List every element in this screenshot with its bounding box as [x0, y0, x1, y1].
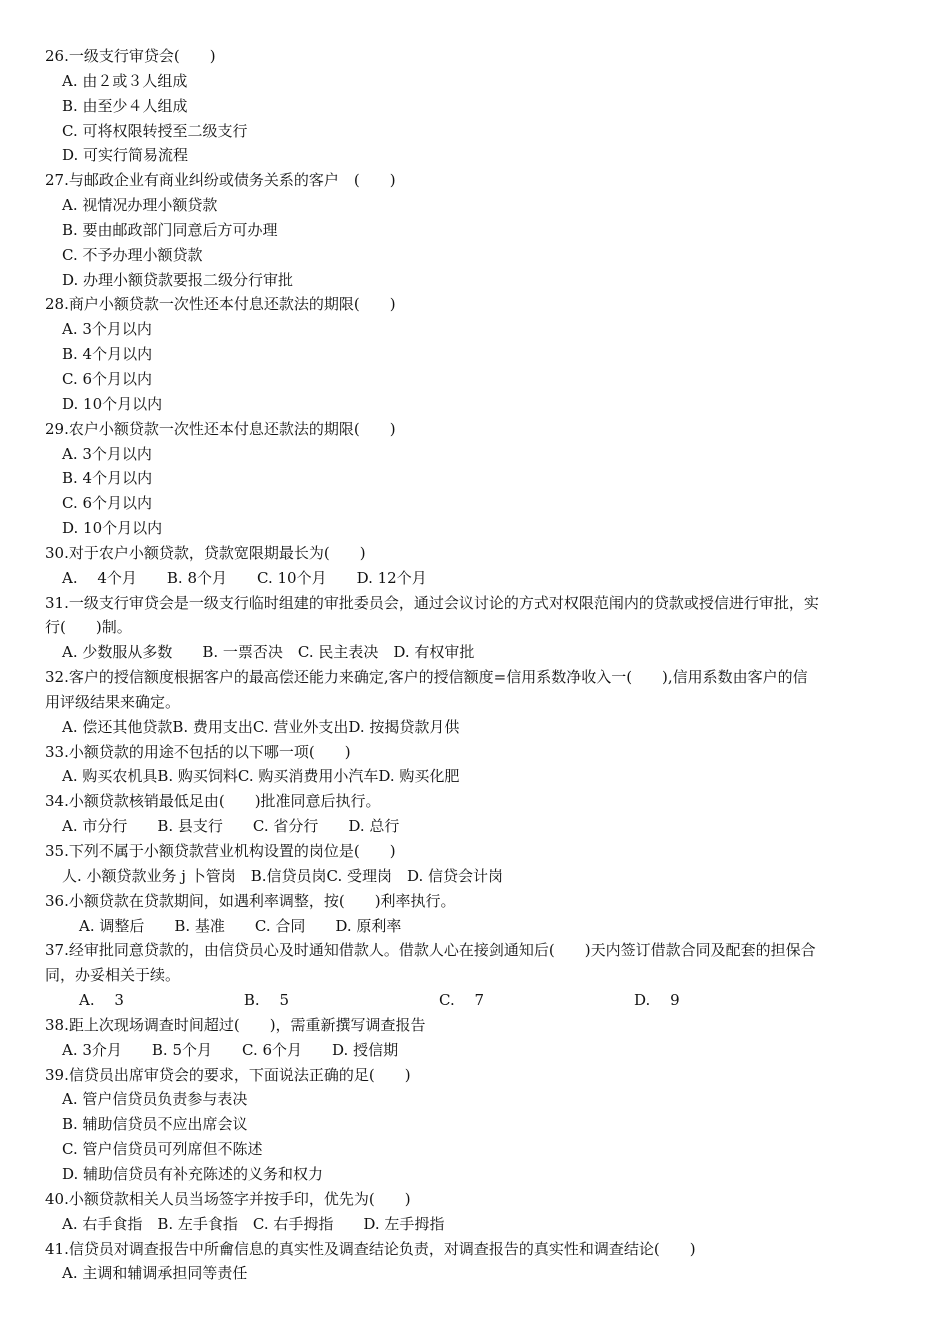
option-line: A. 偿还其他贷款B. 费用支出C. 营业外支出D. 按揭贷款月供 [62, 717, 460, 736]
option-line: A. 主调和辅调承担同等责任 [62, 1264, 248, 1283]
question-line: 37.经审批同意贷款的，由信贷员心及时通知借款人。借款人心在接剑通知后( )天内签订借款合同及配套的担保合 [45, 941, 816, 960]
option-line: A. 4个月 B. 8个月 C. 10个月 D. 12个月 [62, 568, 427, 587]
question-line: 用评级结果来确定。 [45, 692, 181, 711]
option-line: D. 辅助信贷员有补充陈述的义务和权力 [62, 1164, 324, 1183]
question-line: 31.一级支行审贷会是一级支行临时组建的审批委员会，通过会议讨论的方式对权限范闱内的贷款或授信进行审批，实 [45, 593, 819, 612]
option-line: A. 3 B. 5 C. 7 D. 9 [79, 991, 680, 1010]
option-line: B. 4个月以内 [62, 345, 153, 364]
question-line: 40.小额贷款相关人员当场签字并按手印，优先为( ) [45, 1189, 411, 1208]
document-page [0, 44, 950, 1286]
question-line: 39.信贷员出席审贷会的要求，下面说法正确的足( ) [45, 1065, 411, 1084]
option-line: A. 管户信贷员负责参与表决 [62, 1090, 248, 1109]
option-line: A. 3介月 B. 5个月 C. 6个月 D. 授信期 [62, 1040, 399, 1059]
option-line: D. 办理小额贷款要报二级分行审批 [62, 270, 294, 289]
option-line: A. 右手食指 B. 左手食指 C. 右手拇指 D. 左手拇指 [62, 1214, 445, 1233]
question-line: 30.对于农户小额贷款，贷款宽限期最长为( ) [45, 543, 366, 562]
question-line: 同，办妥相关于续。 [45, 966, 181, 985]
question-line: 41.信贷员对调查报告中所龠信息的真实性及调查结论负责，对调查报告的真实性和调查结论( ) [45, 1239, 696, 1258]
option-line: A. 市分行 B. 县支行 C. 省分行 D. 总行 [62, 817, 400, 836]
option-line: C. 6个月以内 [62, 494, 153, 513]
question-line: 26.一级支行审贷会( ) [45, 47, 216, 65]
option-line: 人. 小额贷款业务 j 卜管岗 B.信贷员岗C. 受理岗 D. 信贷会计岗 [62, 866, 504, 885]
question-line: 27.与邮政企业有商业纠纷或债务关系的客户 ( ) [45, 171, 396, 190]
option-line: B. 辅助信贷员不应出席会议 [62, 1115, 248, 1134]
option-line: B. 要由邮政部门同意后方可办理 [62, 220, 278, 239]
question-line: 36.小额贷款在贷款期间，如遇利率调整，按( )利率执行。 [45, 891, 456, 910]
option-line: A. 3个月以内 [62, 320, 152, 339]
option-line: B. 4个月以内 [62, 469, 153, 488]
question-line: 34.小额贷款核销最低足由( )批准同意后执行。 [45, 792, 381, 811]
option-line: D. 10个月以内 [62, 394, 163, 413]
question-line: 33.小额贷款的用途不包括的以下哪一项( ) [45, 742, 351, 761]
option-line: A. 购买农机具B. 购买饲料C. 购买消费用小汽车D. 购买化肥 [62, 767, 460, 786]
option-line: C. 管户信贷员可列席但不陈述 [62, 1140, 263, 1159]
option-line: A. 少数服从多数 B. 一票否决 C. 民主表决 D. 有权审批 [62, 643, 475, 662]
option-line: A. 调整后 B. 基准 C. 合同 D. 原利率 [79, 916, 402, 935]
question-line: 行( )制。 [45, 618, 132, 637]
option-line: D. 10个月以内 [62, 519, 163, 538]
option-line: A. 视情况办理小额贷款 [62, 196, 218, 215]
option-line: C. 可将权限转授至二级支行 [62, 121, 248, 140]
option-line: C. 6个月以内 [62, 369, 153, 388]
option-line: D. 可实行简易流程 [62, 146, 189, 165]
option-line: A. 3个月以内 [62, 444, 152, 463]
question-line: 38.距上次现场调查时间超过( )，需重新撰写调查报告 [45, 1015, 426, 1034]
question-line: 29.农户小额贷款一次性还本付息还款法的期限( ) [45, 419, 396, 438]
option-line: A. 由２或３人组成 [62, 71, 188, 90]
question-line: 32.客户的授信额度根据客户的最高偿还能力来确定,客户的授信额度=信用系数净收入一( ),信用系数由客户的信 [45, 668, 808, 687]
option-line: B. 由至少４人组成 [62, 96, 188, 115]
option-line: C. 不予办理小额贷款 [62, 245, 203, 264]
question-line: 28.商户小额贷款一次性还本付息还款法的期限( ) [45, 295, 396, 314]
question-line: 35.下列不属于小额贷款营业机构设置的岗位是( ) [45, 842, 396, 860]
